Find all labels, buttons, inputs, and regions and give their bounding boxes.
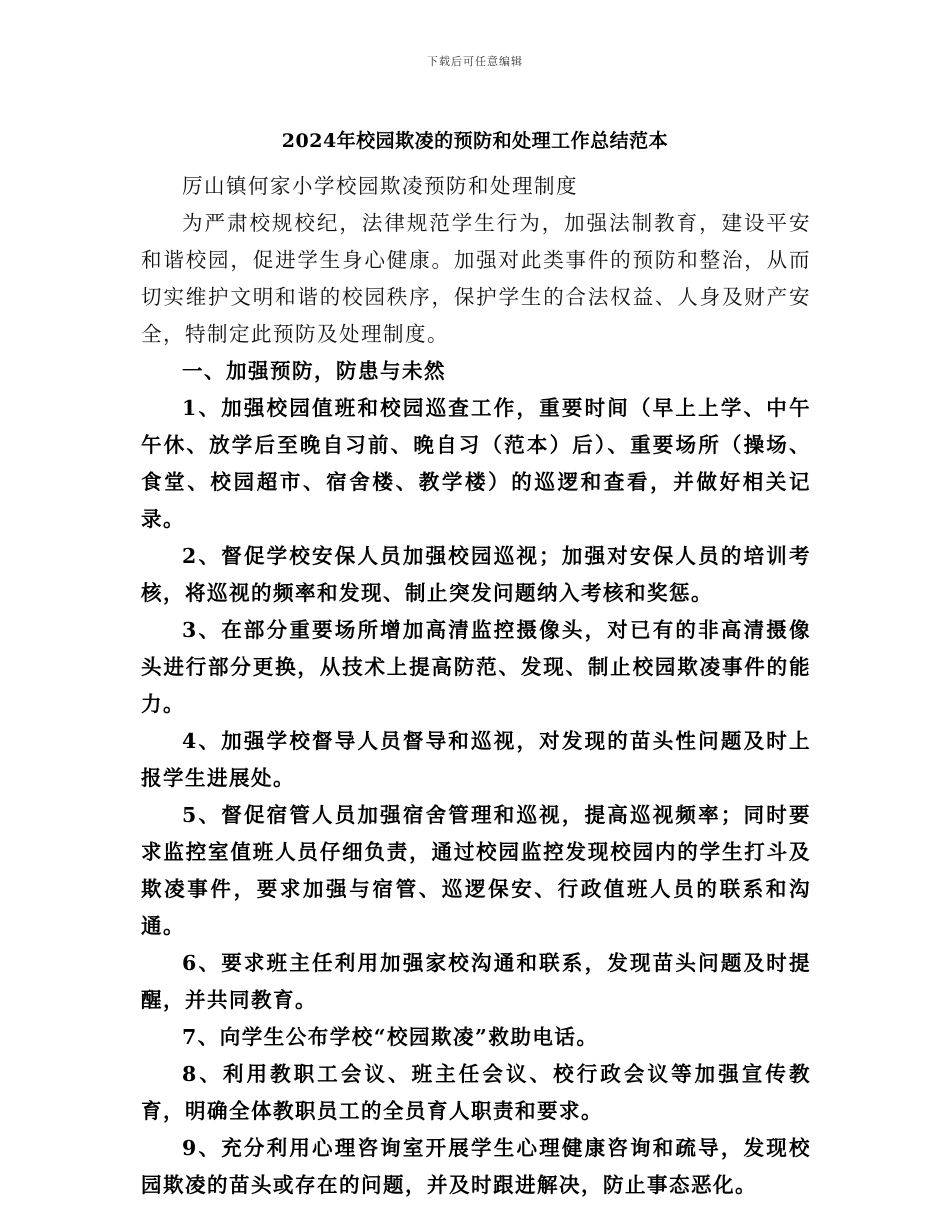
document-title: 2024年校园欺凌的预防和处理工作总结范本 bbox=[281, 130, 669, 152]
list-item: 2、督促学校安保人员加强校园巡视；加强对安保人员的培训考核，将巡视的频率和发现、制止突发问题纳入考核和奖惩。 bbox=[141, 544, 811, 605]
section-heading: 一、加强预防，防患与未然 bbox=[182, 359, 446, 383]
list-item: 9、充分利用心理咨询室开展学生心理健康咨询和疏导，发现校园欺凌的苗头或存在的问题，并及时跟进解决，防止事态恶化。 bbox=[141, 1136, 811, 1197]
list-item: 1、加强校园值班和校园巡查工作，重要时间（早上上学、中午午休、放学后至晚自习前、晚自习（范本）后）、重要场所（操场、食堂、校园超市、宿舍楼、教学楼）的巡逻和查看，并做好相关记录。 bbox=[141, 396, 811, 531]
list-item: 3、在部分重要场所增加高清监控摄像头，对已有的非高清摄像头进行部分更换，从技术上提高防范、发现、制止校园欺凌事件的能力。 bbox=[141, 618, 811, 716]
list-item: 5、督促宿管人员加强宿舍管理和巡视，提高巡视频率；同时要求监控室值班人员仔细负责，通过校园监控发现校园内的学生打斗及欺凌事件，要求加强与宿管、巡逻保安、行政值班人员的联系和沟通。 bbox=[141, 803, 811, 938]
list-item: 8、利用教职工会议、班主任会议、校行政会议等加强宣传教育，明确全体教职员工的全员育人职责和要求。 bbox=[141, 1062, 811, 1123]
document-subtitle: 厉山镇何家小学校园欺凌预防和处理制度 bbox=[182, 174, 578, 198]
list-item: 7、向学生公布学校“校园欺凌”救助电话。 bbox=[182, 1025, 599, 1049]
intro-paragraph: 为严肃校规校纪，法律规范学生行为，加强法制教育，建设平安和谐校园，促进学生身心健康。加强对此类事件的预防和整治，从而切实维护文明和谐的校园秩序，保护学生的合法权益、人身及财产安全，特制定此预防及处理制度。 bbox=[141, 211, 811, 346]
list-item: 4、加强学校督导人员督导和巡视，对发现的苗头性问题及时上报学生进展处。 bbox=[141, 729, 811, 790]
header-note: 下载后可任意编辑 bbox=[427, 55, 523, 68]
list-item: 6、要求班主任利用加强家校沟通和联系，发现苗头问题及时提醒，并共同教育。 bbox=[141, 951, 811, 1012]
document-body bbox=[141, 168, 811, 1204]
